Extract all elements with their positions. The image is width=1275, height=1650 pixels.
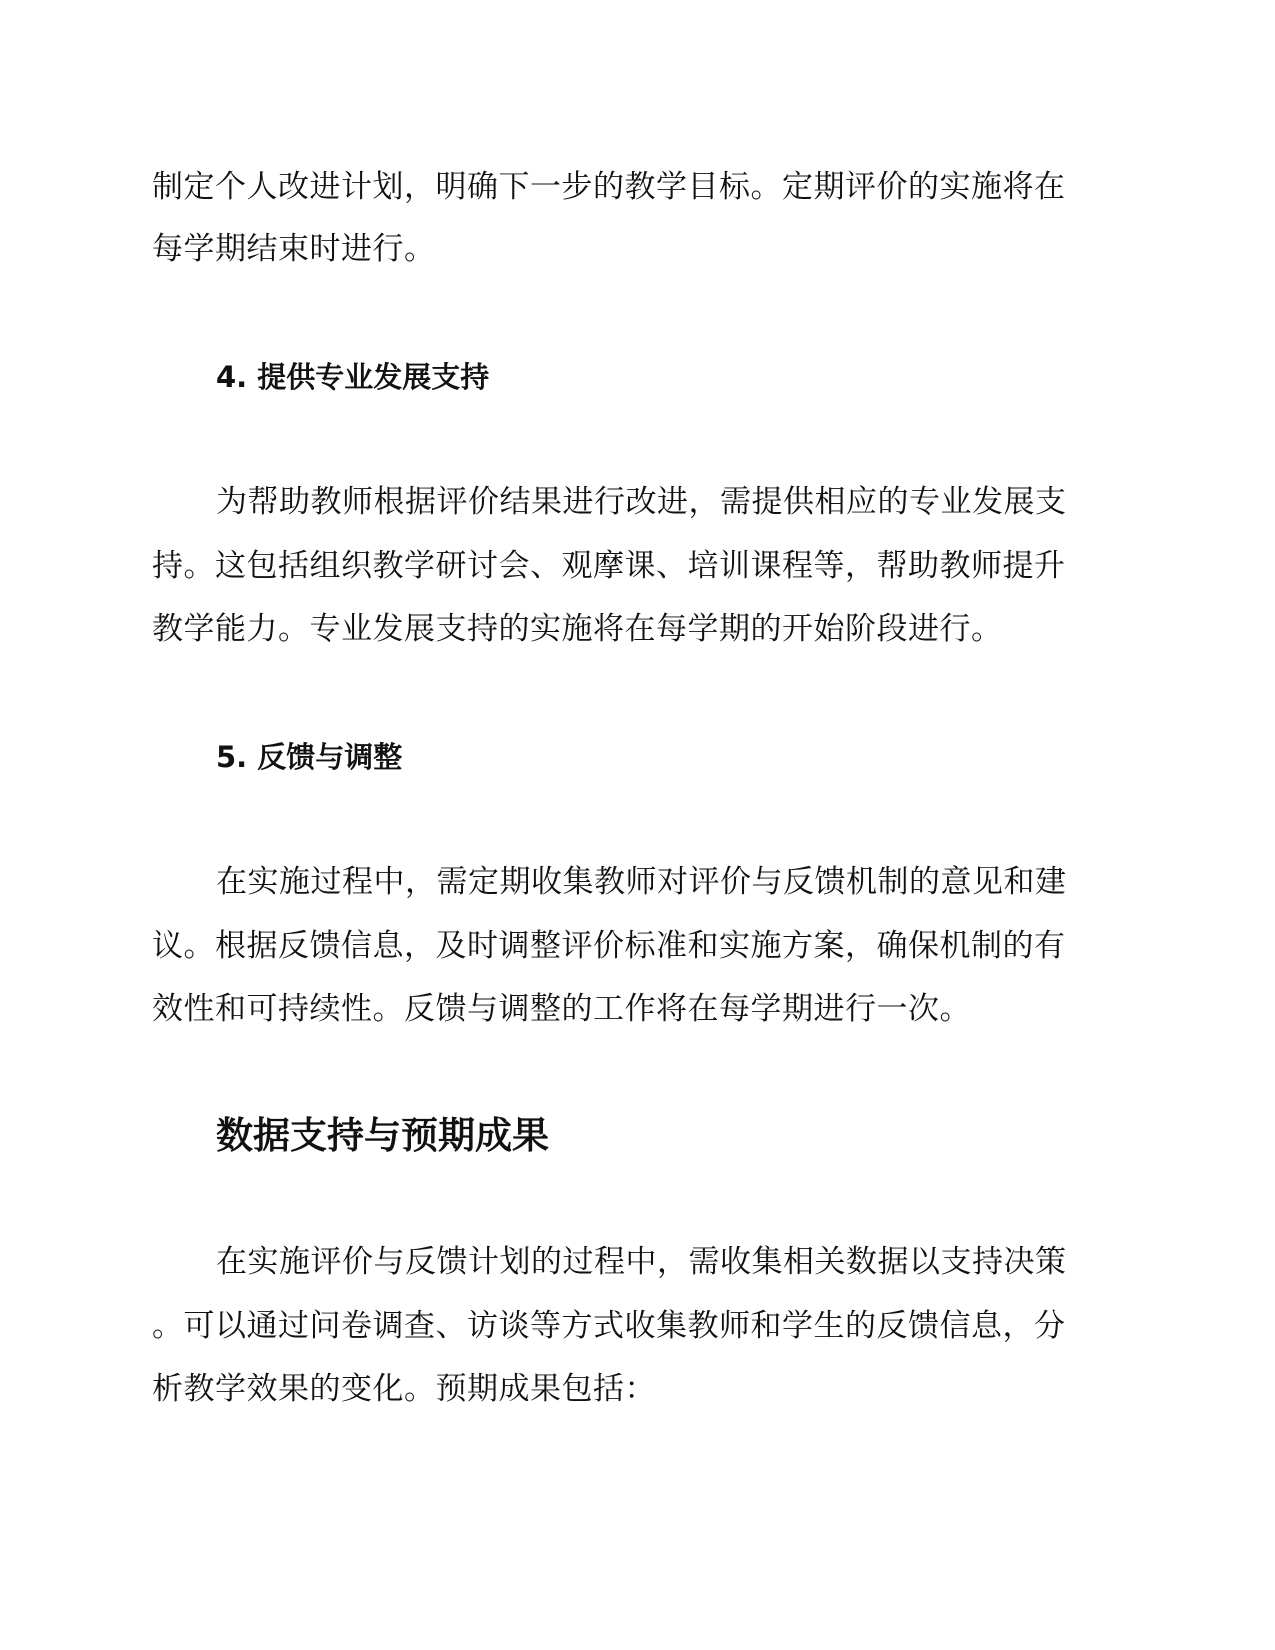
data-section-line-2: 。可以通过问卷调查、访谈等方式收集教师和学生的反馈信息，分 bbox=[152, 1308, 1066, 1344]
section-4-heading: 4. 提供专业发展支持 bbox=[216, 360, 490, 394]
section-5-line-3: 效性和可持续性。反馈与调整的工作将在每学期进行一次。 bbox=[152, 991, 971, 1027]
section-4-line-1: 为帮助教师根据评价结果进行改进，需提供相应的专业发展支 bbox=[216, 484, 1067, 520]
data-section-line-3: 析教学效果的变化。预期成果包括： bbox=[152, 1371, 656, 1407]
intro-line-1: 制定个人改进计划，明确下一步的教学目标。定期评价的实施将在 bbox=[152, 169, 1066, 205]
section-5-line-1: 在实施过程中，需定期收集教师对评价与反馈机制的意见和建 bbox=[216, 864, 1067, 900]
data-section-title: 数据支持与预期成果 bbox=[216, 1114, 549, 1157]
section-4-line-2: 持。这包括组织教学研讨会、观摩课、培训课程等，帮助教师提升 bbox=[152, 548, 1066, 584]
data-section-line-1: 在实施评价与反馈计划的过程中，需收集相关数据以支持决策 bbox=[216, 1244, 1067, 1280]
intro-line-2: 每学期结束时进行。 bbox=[152, 231, 436, 267]
section-5-heading: 5. 反馈与调整 bbox=[216, 740, 403, 774]
section-4-line-3: 教学能力。专业发展支持的实施将在每学期的开始阶段进行。 bbox=[152, 611, 1003, 647]
section-5-line-2: 议。根据反馈信息，及时调整评价标准和实施方案，确保机制的有 bbox=[152, 928, 1066, 964]
